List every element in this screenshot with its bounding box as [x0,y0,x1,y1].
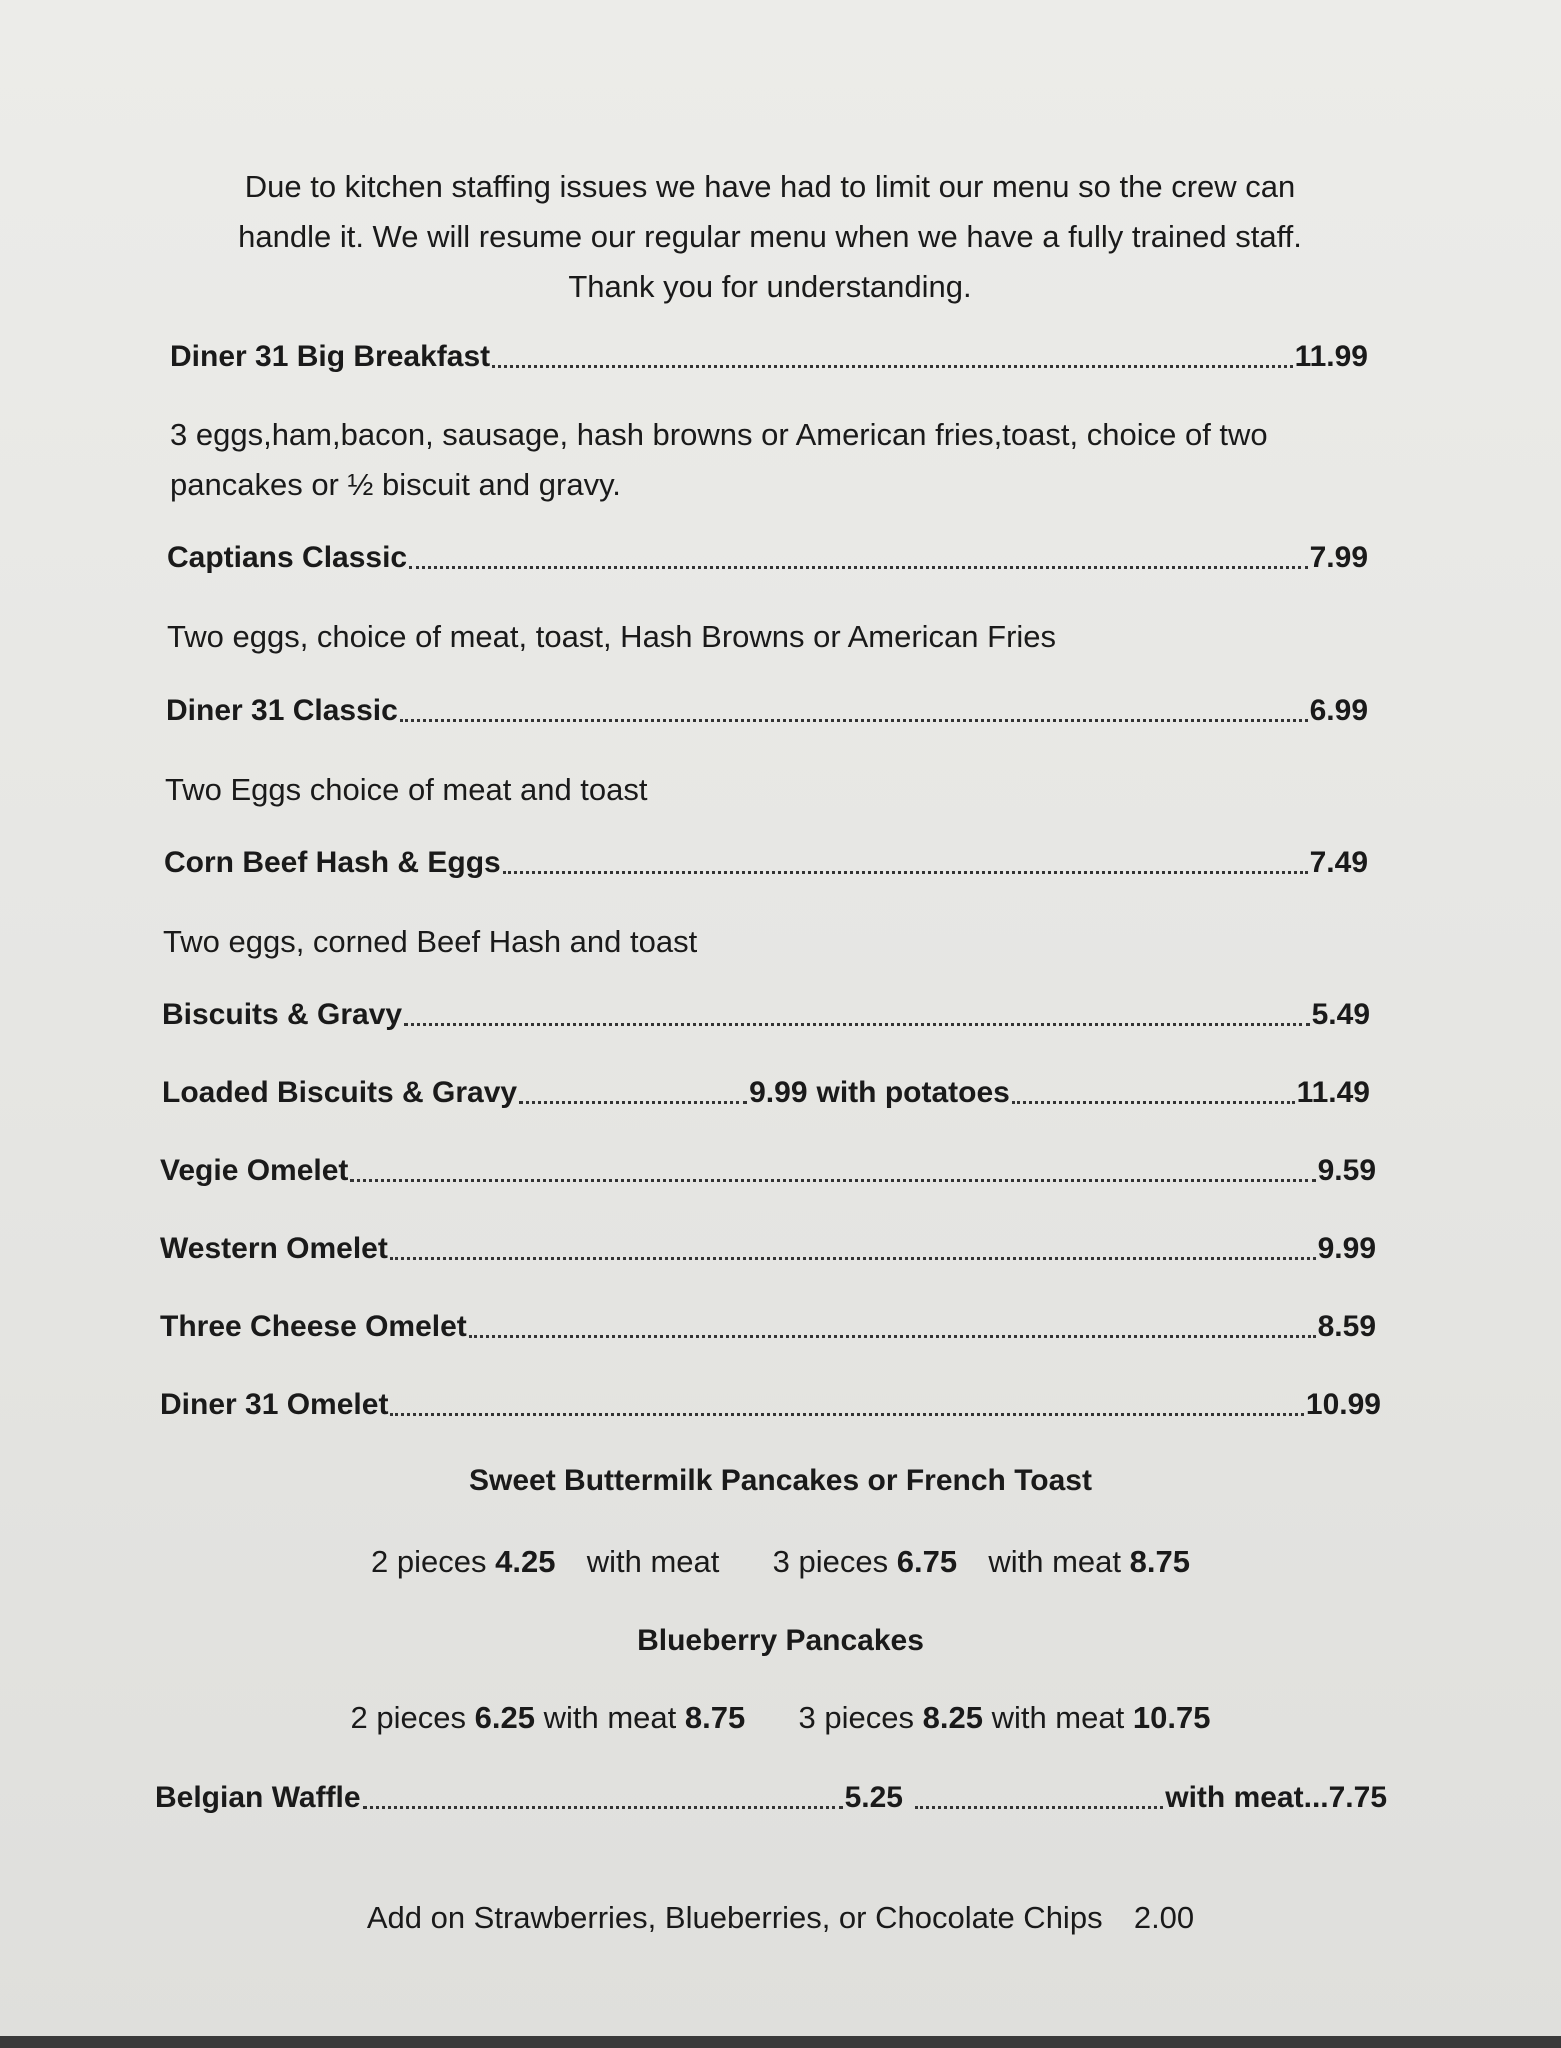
item-price: 9.99 [1317,1232,1376,1265]
dot-leader [350,1179,1315,1182]
item-name: Diner 31 Omelet [160,1388,389,1421]
table-edge [0,2036,1561,2048]
blueberry-prices [0,1700,1561,1736]
blueberry-three-meat-price: 10.75 [1132,1700,1211,1735]
pancakes-three-meat-price: 8.75 [1129,1544,1190,1579]
dot-leader [390,1413,1303,1416]
pancakes-three-label: 3 pieces [772,1544,889,1579]
item-alt-price: 11.49 [1296,1076,1370,1109]
staffing-notice [160,162,1380,312]
dot-leader [519,1101,747,1104]
description-big-breakfast-2: pancakes or ½ biscuit and gravy. [170,467,621,502]
dot-leader [503,871,1308,874]
dot-leader [469,1335,1316,1338]
item-price: 5.25 [844,1781,903,1814]
menu-item-biscuits-gravy [162,998,1370,1032]
dot-leader [400,719,1308,722]
dot-leader [915,1806,1163,1809]
notice-line-3: Thank you for understanding. [568,269,972,304]
menu-item-belgian-waffle [155,1781,1387,1815]
pancakes-three-price: 6.75 [896,1544,958,1579]
notice-line-1: Due to kitchen staffing issues we have had to limit our menu so the crew can [244,169,1296,204]
item-price: 11.99 [1294,340,1368,373]
item-name: Biscuits & Gravy [162,998,403,1031]
item-price: 5.49 [1311,998,1370,1031]
item-name: Captians Classic [167,541,408,574]
pancakes-three-meat-label: with meat [988,1544,1121,1579]
blueberry-three-price: 8.25 [922,1700,983,1735]
dot-leader [409,566,1308,569]
blueberry-three-label: 3 pieces [798,1700,914,1735]
addon-line [0,1900,1561,1936]
blueberry-two-price: 6.25 [474,1700,535,1735]
menu-item-big-breakfast [170,340,1368,374]
item-name: Diner 31 Classic [166,694,398,727]
menu-item-western-omelet [160,1232,1376,1266]
pancakes-prices [0,1544,1561,1580]
item-price: 7.99 [1309,541,1368,574]
menu-item-diner-classic [166,694,1368,728]
pancakes-two-label: 2 pieces [371,1544,487,1579]
item-name: Corn Beef Hash & Eggs [164,846,501,879]
item-price: 10.99 [1305,1388,1381,1421]
menu-item-loaded-biscuits [162,1076,1370,1110]
item-price: 9.59 [1317,1154,1376,1187]
item-name: Loaded Biscuits & Gravy [162,1076,518,1109]
item-meat-label: with meat... [1165,1781,1329,1814]
dot-leader [390,1257,1316,1260]
dot-leader [404,1023,1310,1026]
item-price: 9.99 [749,1076,808,1109]
item-name: Western Omelet [160,1232,388,1265]
item-price: 7.49 [1309,846,1368,879]
description-captians-classic: Two eggs, choice of meat, toast, Hash Browns or American Fries [167,619,1057,654]
blueberry-title: Blueberry Pancakes [637,1624,924,1657]
menu-item-three-cheese-omelet [160,1310,1376,1344]
description-big-breakfast-1: 3 eggs,ham,bacon, sausage, hash browns or American fries,toast, choice of two [170,417,1268,452]
dot-leader [363,1806,843,1809]
addon-price: 2.00 [1133,1900,1195,1935]
description-corn-beef: Two eggs, corned Beef Hash and toast [163,924,698,959]
menu-item-captians-classic [167,541,1368,575]
addon-text: Add on Strawberries, Blueberries, or Chocolate Chips [366,1900,1103,1935]
menu-item-corn-beef-hash [164,846,1368,880]
pancakes-title: Sweet Buttermilk Pancakes or French Toast [469,1464,1092,1497]
item-price: 6.99 [1309,694,1368,727]
pancakes-two-meat-label: with meat [586,1544,720,1579]
item-price: 8.59 [1317,1310,1376,1343]
menu-item-vegie-omelet [160,1154,1376,1188]
pancakes-two-price: 4.25 [495,1544,556,1579]
item-name: Belgian Waffle [155,1781,361,1814]
menu-item-diner-omelet [160,1388,1381,1422]
item-meat-price: 7.75 [1328,1781,1387,1814]
blueberry-two-label: 2 pieces [350,1700,467,1735]
item-name: Vegie Omelet [160,1154,349,1187]
blueberry-two-meat-label: with meat [543,1700,677,1735]
notice-line-2: handle it. We will resume our regular menu when we have a fully trained staff. [238,219,1302,254]
blueberry-three-meat-label: with meat [991,1700,1125,1735]
description-diner-classic: Two Eggs choice of meat and toast [165,772,648,807]
item-name: Three Cheese Omelet [160,1310,467,1343]
dot-leader [1012,1101,1295,1104]
dot-leader [492,365,1292,368]
item-name: Diner 31 Big Breakfast [170,340,491,373]
item-alt-label: with potatoes [816,1076,1010,1109]
blueberry-two-meat-price: 8.75 [684,1700,746,1735]
